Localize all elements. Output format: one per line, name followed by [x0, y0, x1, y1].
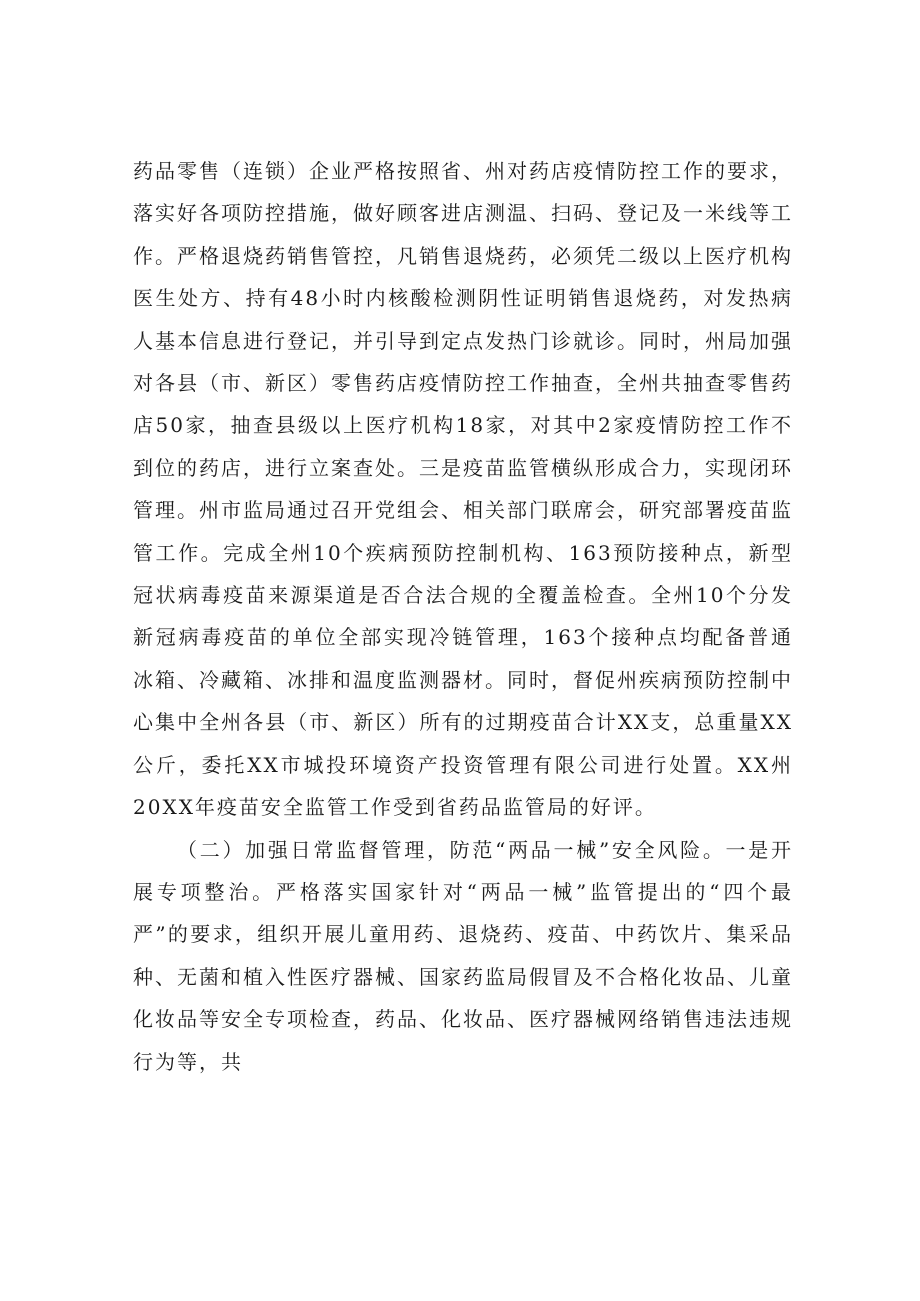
- paragraph-section-two: （二）加强日常监督管理，防范“两品一械”安全风险。一是开展专项整治。严格落实国家针对“两品一械”监管提出的“四个最严”的要求，组织开展儿童用药、退烧药、疫苗、中药饮片、集采品种、无菌和植入性医疗器械、国家药监局假冒及不合格化妆品、儿童化妆品等安全专项检查，药品、化妆品、医疗器械网络销售违法违规行为等，共: [133, 837, 793, 1074]
- paragraph-continued: 药品零售（连锁）企业严格按照省、州对药店疫情防控工作的要求，落实好各项防控措施，做好顾客进店测温、扫码、登记及一米线等工作。严格退烧药销售管控，凡销售退烧药，必须凭二级以上医疗机构医生处方、持有48小时内核酸检测阴性证明销售退烧药，对发热病人基本信息进行登记，并引导到定点发热门诊就诊。同时，州局加强对各县（市、新区）零售药店疫情防控工作抽查，全州共抽查零售药店50家，抽查县级以上医疗机构18家，对其中2家疫情防控工作不到位的药店，进行立案查处。三是疫苗监管横纵形成合力，实现闭环管理。州市监局通过召开党组会、相关部门联席会，研究部署疫苗监管工作。完成全州10个疾病预防控制机构、163预防接种点，新型冠状病毒疫苗来源渠道是否合法合规的全覆盖检查。全州10个分发新冠病毒疫苗的单位全部实现冷链管理，163个接种点均配备普通冰箱、冷藏箱、冰排和温度监测器材。同时，督促州疾病预防控制中心集中全州各县（市、新区）所有的过期疫苗合计XX支，总重量XX公斤，委托XX市城投环境资产投资管理有限公司进行处置。XX州20XX年疫苗安全监管工作受到省药品监管局的好评。: [133, 159, 793, 820]
- document-body: [133, 150, 793, 1083]
